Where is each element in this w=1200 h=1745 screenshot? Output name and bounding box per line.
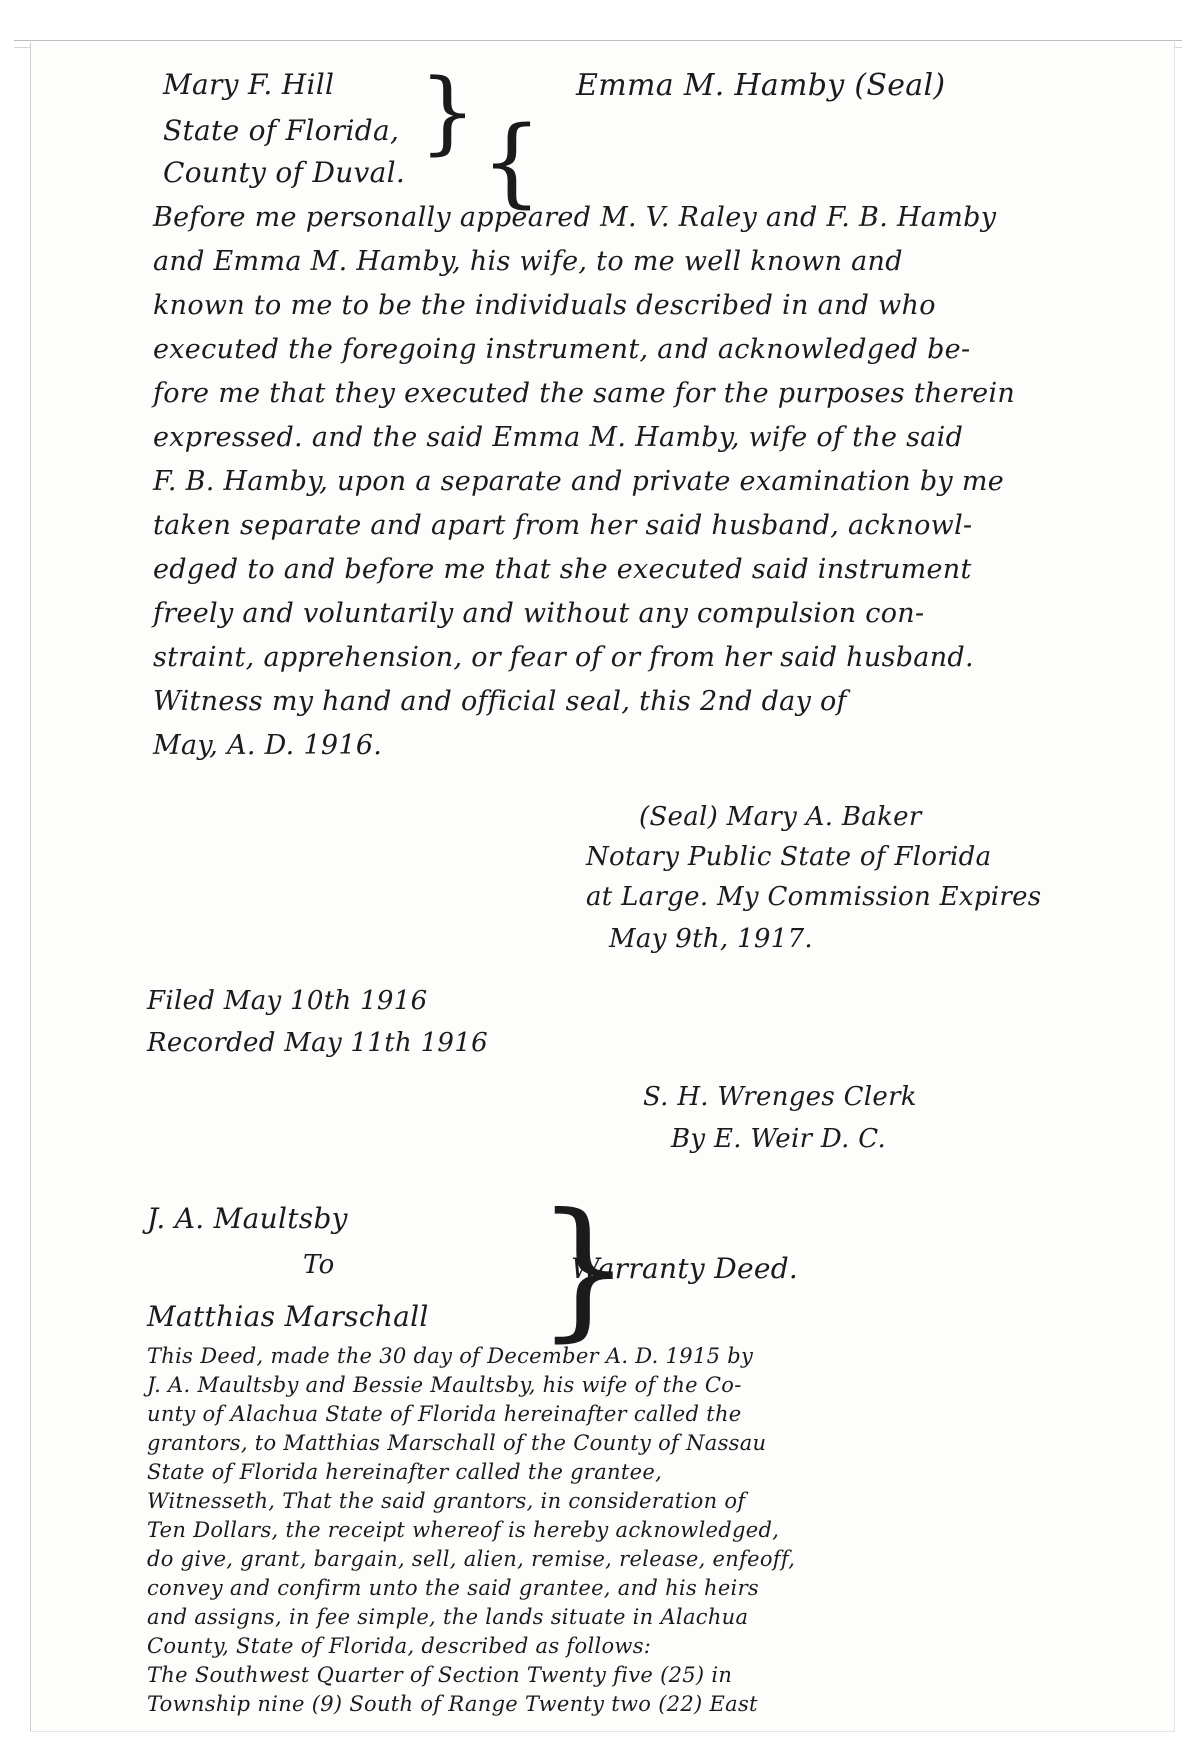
deed-heading-brace: } [536,1182,632,1356]
deed-line: Witnesseth, That the said grantors, in consideration of [147,1489,746,1513]
deed-line: unty of Alachua State of Florida hereinafter called the [147,1402,742,1426]
ack-line: and Emma M. Hamby, his wife, to me well known and [153,246,903,277]
clerk-name: S. H. Wrenges Clerk [643,1082,917,1112]
ack-line: F. B. Hamby, upon a separate and private examination by me [153,466,1005,497]
notary-title: Notary Public State of Florida [586,842,992,872]
signature-emma-hamby: Emma M. Hamby (Seal) [576,68,946,103]
deed-line: Township nine (9) South of Range Twenty two (22) East [147,1692,758,1716]
deed-line: grantors, to Matthias Marschall of the County of Nassau [147,1431,767,1455]
deed-line: The Southwest Quarter of Section Twenty five (25) in [147,1663,733,1687]
grantee-name: Matthias Marschall [147,1300,429,1333]
notary-commission: at Large. My Commission Expires [586,882,1042,912]
ack-line: May, A. D. 1916. [153,730,383,761]
county-line: County of Duval. [163,156,406,189]
header-brace-1: } [419,60,477,165]
deed-line: This Deed, made the 30 day of December A. D. 1915 by [147,1344,754,1368]
ack-line: edged to and before me that she executed said instrument [153,554,972,585]
deed-line: Ten Dollars, the receipt whereof is hereby acknowledged, [147,1518,780,1542]
ack-line: straint, apprehension, or fear of or from her said husband. [153,642,974,673]
ack-line: fore me that they executed the same for the purposes therein [153,378,1016,409]
header-brace-2: { [481,106,543,218]
deed-line: and assigns, in fee simple, the lands situate in Alachua [147,1605,749,1629]
deed-line: do give, grant, bargain, sell, alien, remise, release, enfeoff, [147,1547,796,1571]
deed-line: County, State of Florida, described as follows: [147,1634,652,1658]
ack-line: expressed. and the said Emma M. Hamby, wife of the said [153,422,964,453]
notary-signature: (Seal) Mary A. Baker [639,802,922,832]
grantor-name: J. A. Maultsby [147,1202,348,1235]
deed-line: J. A. Maultsby and Bessie Maultsby, his wife of the Co- [147,1373,742,1397]
deed-line: convey and confirm unto the said grantee, and his heirs [147,1576,759,1600]
notary-expiry: May 9th, 1917. [609,924,813,954]
state-line: State of Florida, [163,114,400,147]
ack-line: taken separate and apart from her said husband, acknowl- [153,510,973,541]
to-word: To [303,1250,335,1280]
recorded-date: Recorded May 11th 1916 [147,1028,488,1058]
ack-line: executed the foregoing instrument, and acknowledged be- [153,334,971,365]
ack-line: known to me to be the individuals described in and who [153,290,936,321]
deputy-clerk: By E. Weir D. C. [671,1124,887,1154]
filed-date: Filed May 10th 1916 [147,986,428,1016]
deed-line: State of Florida hereinafter called the grantee, [147,1460,663,1484]
ack-line: Before me personally appeared M. V. Raley and F. B. Hamby [153,202,997,233]
deed-title: Warranty Deed. [571,1252,799,1285]
ack-line: Witness my hand and official seal, this 2nd day of [153,686,847,717]
record-book-page [30,42,1175,1732]
party-line: Mary F. Hill [163,68,335,101]
ack-line: freely and voluntarily and without any compulsion con- [153,598,925,629]
